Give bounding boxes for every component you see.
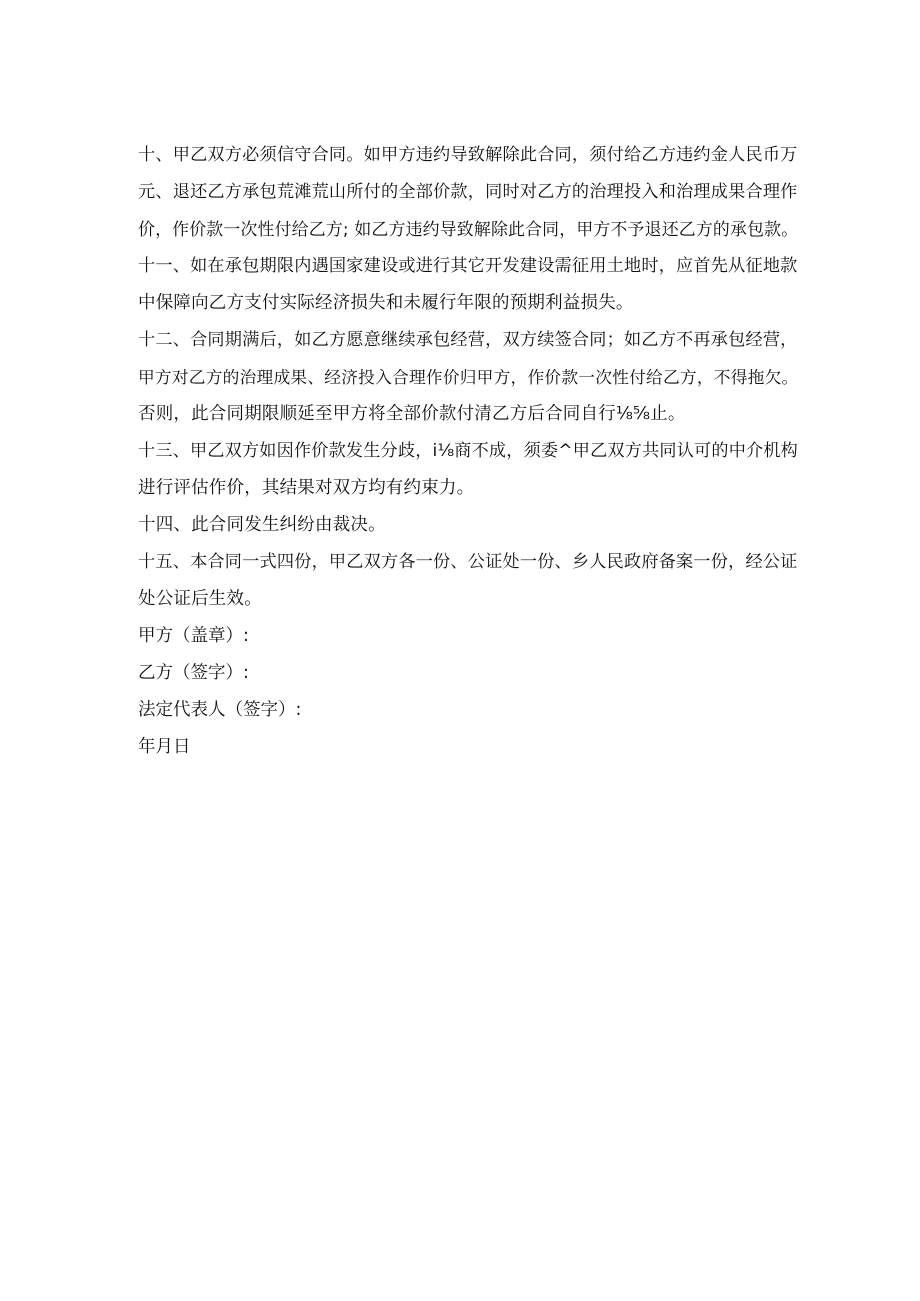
clause-12 [138,322,798,433]
clause-line: 十三、甲乙双方如因作价款发生分歧，i⅛商不成，须委^甲乙双方共同认可的中介机构 [138,441,799,461]
signature-date: 年月日 [138,737,191,757]
clause-line: 十四、此合同发生纠纷由裁决。 [138,515,386,535]
clause-line: 进行评估作价，其结果对双方均有约束力。 [138,478,475,498]
clause-line: 中保障向乙方支付实际经济损失和未履行年限的预期利益损失。 [138,293,634,313]
clause-line: 十二、合同期满后，如乙方愿意继续承包经营，双方续签合同；如乙方不再承包经营， [138,330,798,350]
legal-rep-signature: 法定代表人（签字）: [138,700,302,720]
clause-10 [138,137,798,248]
party-a-signature: 甲方（盖章）: [138,626,249,646]
clause-line: 否则，此合同期限顺延至甲方将全部价款付清乙方后合同自行⅛⅝止。 [138,404,686,424]
contract-body [138,137,798,766]
clause-line: 元、退还乙方承包荒滩荒山所付的全部价款，同时对乙方的治理投入和治理成果合理作 [138,182,798,202]
clause-line: 十五、本合同一式四份，甲乙双方各一份、公证处一份、乡人民政府备案一份，经公证 [138,552,798,572]
clause-line: 十一、如在承包期限内遇国家建设或进行其它开发建设需征用土地时，应首先从征地款 [138,256,798,276]
party-b-signature: 乙方（签字）: [138,663,249,683]
clause-line: 甲方对乙方的治理成果、经济投入合理作价归甲方，作价款一次性付给乙方，不得拖欠。 [138,367,799,387]
clause-14 [138,507,798,544]
clause-line: 处公证后生效。 [138,589,262,609]
clause-11 [138,248,798,322]
clause-line: 十、甲乙双方必须信守合同。如甲方违约导致解除此合同，须付给乙方违约金人民币万 [138,145,798,165]
clause-15 [138,544,798,618]
clause-line: 价，作价款一次性付给乙方; 如乙方违约导致解除此合同，甲方不予退还乙方的承包款。 [138,219,799,239]
clause-13 [138,433,798,507]
